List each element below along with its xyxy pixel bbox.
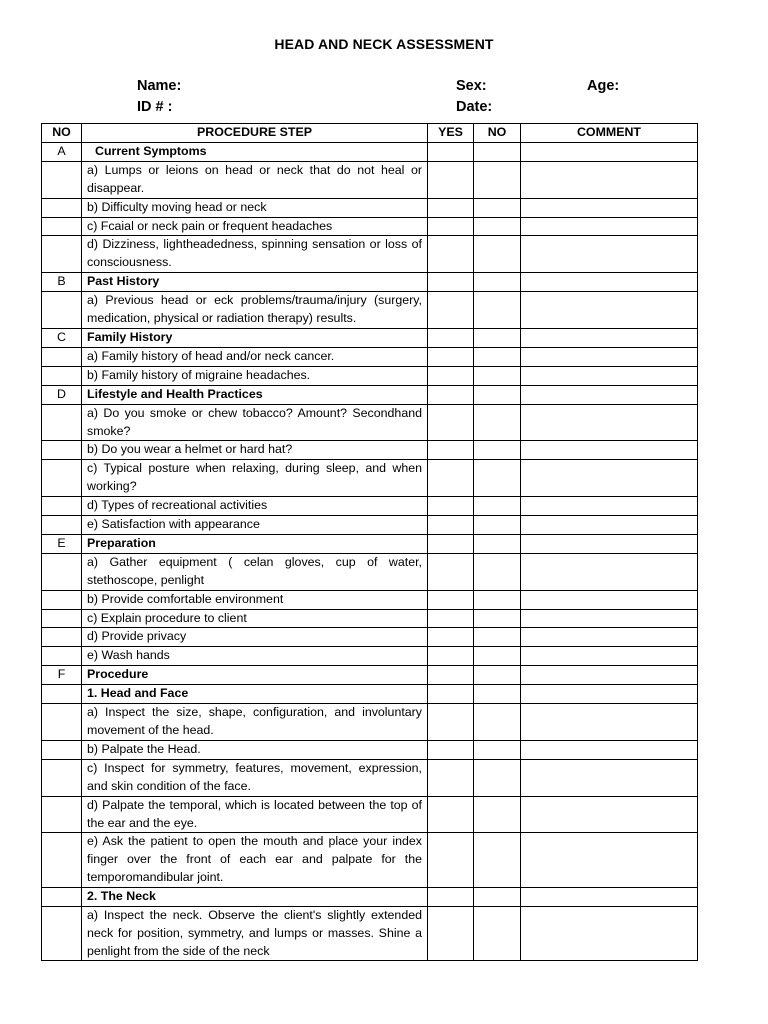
comment-cell[interactable] (521, 217, 698, 236)
no-cell-check[interactable] (474, 685, 521, 704)
no-cell-check[interactable] (474, 647, 521, 666)
yes-cell[interactable] (428, 666, 474, 685)
no-cell-check[interactable] (474, 609, 521, 628)
comment-cell[interactable] (521, 907, 698, 961)
comment-cell[interactable] (521, 385, 698, 404)
row-number (42, 198, 82, 217)
row-number (42, 161, 82, 198)
row-number (42, 704, 82, 741)
yes-cell[interactable] (428, 628, 474, 647)
comment-cell[interactable] (521, 142, 698, 161)
yes-cell[interactable] (428, 647, 474, 666)
procedure-step: 1. Head and Face (82, 685, 428, 704)
comment-cell[interactable] (521, 628, 698, 647)
yes-cell[interactable] (428, 161, 474, 198)
table-row (42, 704, 698, 741)
row-number (42, 590, 82, 609)
comment-cell[interactable] (521, 888, 698, 907)
comment-cell[interactable] (521, 497, 698, 516)
comment-cell[interactable] (521, 796, 698, 833)
comment-cell[interactable] (521, 685, 698, 704)
procedure-step: Current Symptoms (82, 142, 428, 161)
procedure-step: Procedure (82, 666, 428, 685)
yes-cell[interactable] (428, 759, 474, 796)
comment-cell[interactable] (521, 647, 698, 666)
procedure-step: Past History (82, 273, 428, 292)
yes-cell[interactable] (428, 497, 474, 516)
table-row (42, 236, 698, 273)
section-row (42, 666, 698, 685)
yes-cell[interactable] (428, 740, 474, 759)
procedure-step (82, 907, 428, 961)
name-label: Name: (137, 78, 182, 94)
row-number: C (42, 328, 82, 347)
comment-cell[interactable] (521, 759, 698, 796)
header-no: NO (42, 124, 82, 143)
procedure-step: b) Provide comfortable environment (82, 590, 428, 609)
procedure-step: b) Family history of migraine headaches. (82, 366, 428, 385)
section-row (42, 685, 698, 704)
table-row (42, 907, 698, 961)
comment-cell[interactable] (521, 516, 698, 535)
row-number: E (42, 534, 82, 553)
yes-cell[interactable] (428, 833, 474, 888)
no-cell-check[interactable] (474, 441, 521, 460)
header-procedure-step: PROCEDURE STEP (82, 124, 428, 143)
row-number (42, 553, 82, 590)
row-number (42, 366, 82, 385)
procedure-step: 2. The Neck (82, 888, 428, 907)
procedure-step: d) Dizziness, lightheadedness, spinning sensation or loss of consciousness. (82, 236, 428, 273)
yes-cell[interactable] (428, 590, 474, 609)
yes-cell[interactable] (428, 516, 474, 535)
comment-cell[interactable] (521, 347, 698, 366)
no-cell-check[interactable] (474, 553, 521, 590)
table-row (42, 460, 698, 497)
table-row (42, 833, 698, 888)
procedure-step: Family History (82, 328, 428, 347)
comment-cell[interactable] (521, 534, 698, 553)
yes-cell[interactable] (428, 366, 474, 385)
section-row (42, 273, 698, 292)
row-number (42, 685, 82, 704)
date-label: Date: (456, 99, 493, 115)
procedure-step: e) Wash hands (82, 647, 428, 666)
table-row (42, 441, 698, 460)
comment-cell[interactable] (521, 328, 698, 347)
row-number (42, 647, 82, 666)
table-row (42, 796, 698, 833)
table-row (42, 366, 698, 385)
page-title: HEAD AND NECK ASSESSMENT (274, 36, 494, 52)
yes-cell[interactable] (428, 609, 474, 628)
row-number (42, 516, 82, 535)
comment-cell[interactable] (521, 740, 698, 759)
no-cell-check[interactable] (474, 217, 521, 236)
yes-cell[interactable] (428, 142, 474, 161)
procedure-step: d) Provide privacy (82, 628, 428, 647)
no-cell-check[interactable] (474, 759, 521, 796)
no-cell-check[interactable] (474, 888, 521, 907)
section-row (42, 534, 698, 553)
yes-cell[interactable] (428, 460, 474, 497)
row-number (42, 236, 82, 273)
header-no-column: NO (474, 124, 521, 143)
yes-cell[interactable] (428, 441, 474, 460)
row-number (42, 740, 82, 759)
no-cell-check[interactable] (474, 666, 521, 685)
comment-cell[interactable] (521, 366, 698, 385)
section-row (42, 142, 698, 161)
procedure-step: c) Fcaial or neck pain or frequent headaches (82, 217, 428, 236)
procedure-step: c) Typical posture when relaxing, during sleep, and when working? (82, 460, 428, 497)
comment-cell[interactable] (521, 273, 698, 292)
table-row (42, 647, 698, 666)
comment-cell[interactable] (521, 460, 698, 497)
procedure-step-text: a) Inspect the neck. Observe the client's slightly extended neck for position, symmetry, and lumps or masses. Shine a penlight from the side of the neck (87, 908, 422, 958)
no-cell-check[interactable] (474, 273, 521, 292)
no-cell-check[interactable] (474, 497, 521, 516)
no-cell-check[interactable] (474, 347, 521, 366)
yes-cell[interactable] (428, 907, 474, 961)
comment-cell[interactable] (521, 833, 698, 888)
comment-cell[interactable] (521, 441, 698, 460)
row-number (42, 460, 82, 497)
no-cell-check[interactable] (474, 366, 521, 385)
yes-cell[interactable] (428, 553, 474, 590)
comment-cell[interactable] (521, 704, 698, 741)
procedure-step: b) Palpate the Head. (82, 740, 428, 759)
procedure-step: b) Do you wear a helmet or hard hat? (82, 441, 428, 460)
comment-cell[interactable] (521, 609, 698, 628)
table-row (42, 516, 698, 535)
yes-cell[interactable] (428, 217, 474, 236)
row-number (42, 907, 82, 961)
sex-label: Sex: (456, 78, 487, 94)
no-cell-check[interactable] (474, 404, 521, 441)
row-number (42, 609, 82, 628)
comment-cell[interactable] (521, 161, 698, 198)
table-row (42, 347, 698, 366)
yes-cell[interactable] (428, 704, 474, 741)
assessment-table (41, 123, 698, 961)
no-cell-check[interactable] (474, 292, 521, 329)
section-row (42, 888, 698, 907)
no-cell-check[interactable] (474, 236, 521, 273)
table-row (42, 628, 698, 647)
table-header-row (42, 124, 698, 143)
table-row (42, 497, 698, 516)
row-number (42, 628, 82, 647)
row-number: A (42, 142, 82, 161)
table-row (42, 292, 698, 329)
yes-cell[interactable] (428, 347, 474, 366)
no-cell-check[interactable] (474, 534, 521, 553)
no-cell-check[interactable] (474, 796, 521, 833)
row-number (42, 833, 82, 888)
row-number (42, 497, 82, 516)
procedure-step: a) Lumps or leions on head or neck that do not heal or disappear. (82, 161, 428, 198)
no-cell-check[interactable] (474, 704, 521, 741)
procedure-step: Preparation (82, 534, 428, 553)
row-number (42, 292, 82, 329)
yes-cell[interactable] (428, 328, 474, 347)
table-row (42, 740, 698, 759)
no-cell-check[interactable] (474, 833, 521, 888)
procedure-step: d) Palpate the temporal, which is located between the top of the ear and the eye. (82, 796, 428, 833)
comment-cell[interactable] (521, 198, 698, 217)
procedure-step: e) Ask the patient to open the mouth and place your index finger over the front of each ear and palpate for the temporomandibular joint. (82, 833, 428, 888)
no-cell-check[interactable] (474, 385, 521, 404)
no-cell-check[interactable] (474, 328, 521, 347)
row-number: D (42, 385, 82, 404)
table-row (42, 553, 698, 590)
procedure-step: c) Inspect for symmetry, features, movement, expression, and skin condition of the face. (82, 759, 428, 796)
yes-cell[interactable] (428, 292, 474, 329)
no-cell-check[interactable] (474, 590, 521, 609)
no-cell-check[interactable] (474, 198, 521, 217)
no-cell-check[interactable] (474, 516, 521, 535)
no-cell-check[interactable] (474, 628, 521, 647)
yes-cell[interactable] (428, 534, 474, 553)
row-number (42, 888, 82, 907)
comment-cell[interactable] (521, 666, 698, 685)
procedure-step: b) Difficulty moving head or neck (82, 198, 428, 217)
table-row (42, 404, 698, 441)
yes-cell[interactable] (428, 685, 474, 704)
table-row (42, 759, 698, 796)
table-row (42, 217, 698, 236)
row-number (42, 217, 82, 236)
table-row (42, 609, 698, 628)
age-label: Age: (587, 78, 620, 94)
no-cell-check[interactable] (474, 740, 521, 759)
procedure-step: a) Do you smoke or chew tobacco? Amount? Secondhand smoke? (82, 404, 428, 441)
procedure-step: a) Previous head or eck problems/trauma/injury (surgery, medication, physical or radiation therapy) results. (82, 292, 428, 329)
yes-cell[interactable] (428, 385, 474, 404)
comment-cell[interactable] (521, 236, 698, 273)
row-number (42, 347, 82, 366)
comment-cell[interactable] (521, 292, 698, 329)
row-number: F (42, 666, 82, 685)
table-row (42, 590, 698, 609)
procedure-step: Lifestyle and Health Practices (82, 385, 428, 404)
yes-cell[interactable] (428, 273, 474, 292)
yes-cell[interactable] (428, 888, 474, 907)
no-cell-check[interactable] (474, 161, 521, 198)
procedure-step: c) Explain procedure to client (82, 609, 428, 628)
yes-cell[interactable] (428, 404, 474, 441)
procedure-step: a) Family history of head and/or neck cancer. (82, 347, 428, 366)
comment-cell[interactable] (521, 553, 698, 590)
row-number: B (42, 273, 82, 292)
section-row (42, 385, 698, 404)
comment-cell[interactable] (521, 404, 698, 441)
table-row (42, 161, 698, 198)
yes-cell[interactable] (428, 236, 474, 273)
procedure-step: a) Inspect the size, shape, configuration, and involuntary movement of the head. (82, 704, 428, 741)
section-row (42, 328, 698, 347)
procedure-step: a) Gather equipment ( celan gloves, cup of water, stethoscope, penlight (82, 553, 428, 590)
comment-cell[interactable] (521, 590, 698, 609)
procedure-step: e) Satisfaction with appearance (82, 516, 428, 535)
header-comment: COMMENT (521, 124, 698, 143)
header-yes: YES (428, 124, 474, 143)
no-cell-check[interactable] (474, 142, 521, 161)
procedure-step: d) Types of recreational activities (82, 497, 428, 516)
row-number (42, 404, 82, 441)
no-cell-check[interactable] (474, 460, 521, 497)
row-number (42, 796, 82, 833)
row-number (42, 759, 82, 796)
yes-cell[interactable] (428, 198, 474, 217)
no-cell-check[interactable] (474, 907, 521, 961)
row-number (42, 441, 82, 460)
table-row (42, 198, 698, 217)
yes-cell[interactable] (428, 796, 474, 833)
id-label: ID # : (137, 99, 173, 115)
